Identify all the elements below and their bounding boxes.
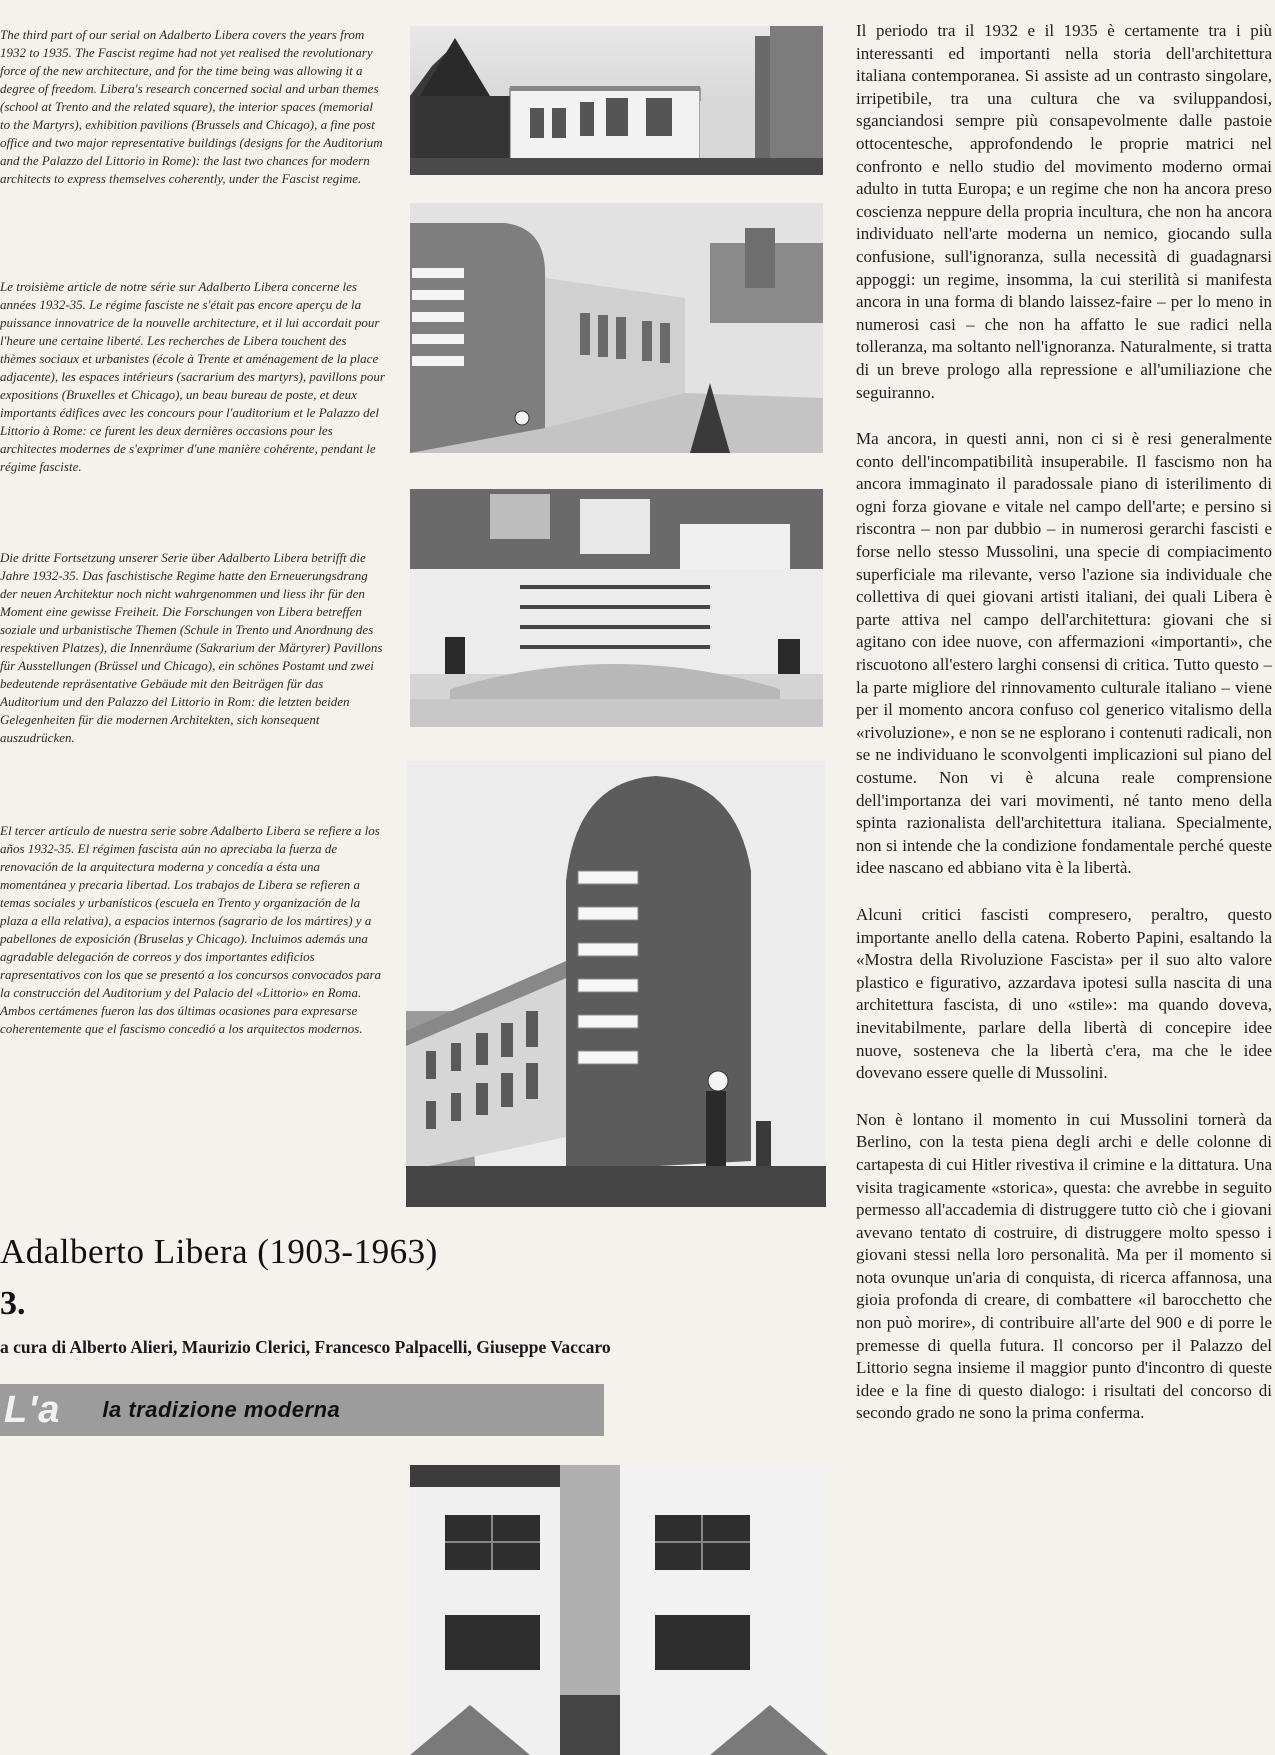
- magazine-logo-mark: L'a: [4, 1388, 61, 1431]
- school-courtyard-photo: [410, 203, 823, 453]
- square-facade-photo: [410, 489, 823, 727]
- summary-english: The third part of our serial on Adalberto Libera covers the years from 1932 to 1935. The Fascist regime had not yet realised the revolutionary force of the new architecture, and for the time being was allowing it a degree of freedom. Libera's research concerned social and urban themes (school at Trento and the related square), the interior spaces (memorial to the Martyrs), exhibition pavilions (Brussels and Chicago), a fine post office and two major representative buildings (designs for the Auditorium and the Palazzo del Littorio in Rome): the last two chances for modern architects to express themselves coherently, under the Fascist regime.: [0, 27, 383, 186]
- school-tower-photo: [406, 761, 826, 1207]
- article-title: Adalberto Libera (1903-1963): [0, 1232, 438, 1271]
- article-body: [856, 20, 1272, 1449]
- part-number: 3.: [0, 1285, 26, 1322]
- section-title: la tradizione moderna: [102, 1397, 341, 1422]
- school-building-photo: [410, 26, 823, 175]
- summary-german: Die dritte Fortsetzung unserer Serie über Adalberto Libera betrifft die Jahre 1932-35. Das faschistische Regime hatte den Erneuerungsdrang der neuen Architektur noch nicht wahrgenommen und liess ihr für den Moment eine gewisse Freiheit. Die Forschungen von Libera betreffen soziale und urbanistische Themen (Schule in Trento und Anordnung des respektiven Platzes), die Innenräume (Sakrarium der Märtyrer) Pavillons für Ausstellungen (Brüssel und Chicago), ein schönes Postamt und zwei bedeutende repräsentative Gebäude mit den Beiträgen für das Auditorium und den Palazzo del Littorio in Rom: die letzten beiden Gelegenheiten für die modernen Architekten, sich konsequent auszudrücken.: [0, 550, 383, 745]
- summary-french: Le troisième article de notre série sur Adalberto Libera concerne les années 1932-35. Le régime fasciste ne s'était pas encore aperçu de la puissance innovatrice de la nouvelle architecture, et il lui accordait pour l'heure une certaine liberté. Les recherches de Libera touchent des thèmes sociaux et urbanistes (école à Trente et aménagement de la place adjacente), les espaces intérieurs (sacrarium des martyrs), pavillons pour expositions (Bruxelles et Chicago), un beau bureau de poste, et deux importants édifices avec les concours pour l'auditorium et le Palazzo del Littorio à Rome: ce furent les deux dernières occasions pour les architectes modernes de s'exprimer d'une manière cohérente, pendant le régime fasciste.: [0, 279, 385, 474]
- body-paragraph: Ma ancora, in questi anni, non ci si è resi generalmente conto dell'incompatibilità insuperabile. Il fascismo non ha ancora immaginato il paradossale piano di isterilimento di ogni forza giovane e vitale nel campo dell'arte; e persino si riscontra – non par dubbio – in numerosi gerarchi fascisti e forse nello stesso Mussolini, una specie di compiacimento superficiale ma rilevante, verso l'azione sia individuale che collettiva di quei giovani artisti italiani, dei quali Libera è parte attiva nel campo dell'architettura: giovani che si agitano con idee nuove, con affermazioni «importanti», che riscuotono all'estero larghi consensi di critica. Tutto questo – la parte migliore del rinnovamento culturale italiano – viene per il momento ancora confuso col generico vitalismo della «rivoluzione», e non se ne esplorano i contenuti radicali, non se ne individuano le sconvolgenti implicazioni sul piano del costume. Non vi è alcuna reale comprensione dell'importanza dei vari movimenti, né tanto meno della spinta razionalista dell'architettura italiana. Specialmente, non si intende che la condizione fondamentale perché queste idee nascano ed abbiano vita è la libertà.: [856, 429, 1272, 878]
- article-credits: a cura di Alberto Alieri, Maurizio Clerici, Francesco Palpacelli, Giuseppe Vaccaro: [0, 1337, 611, 1357]
- body-paragraph: Il periodo tra il 1932 e il 1935 è certamente tra i più interessanti ed importanti nella storia dell'architettura italiana contemporanea. Si assiste ad un contrasto singolare, irripetibile, tra una cultura che va sviluppandosi, sganciandosi sempre più consapevolmente dalle pastoie ottocentesche, approfondendo le proprie matrici nel confronto e nello studio del movimento moderno ormai adulto in tutta Europa; e un regime che non ha ancora preso coscienza neppure della propria incultura, che non ha ancora individuato nell'arte moderna un nemico, giocando sulla confusione, sull'ignoranza, sulla necessità di guadagnarsi appoggi: un regime, insomma, la cui sterilità si manifesta ancora in una forma di blando laissez-faire – per lo meno in numerosi casi – che non ha affatto le sue radici nella tolleranza, ma soltanto nell'ignoranza. Naturalmente, si tratta di un breve prologo alla repressione e all'umiliazione che seguiranno.: [856, 21, 1272, 402]
- body-paragraph: Alcuni critici fascisti compresero, peraltro, questo importante anello della catena. Roberto Papini, esaltando la «Mostra della Rivoluzione Fascista» per il suo alto valore plastico e figurativo, azzardava ipotesi sulla nascita di una architettura fascista, di uno «stile»: ma quando doveva, inevitabilmente, parlare della libertà di concepire idee nuove, sosteneva che la libertà c'era, ma che le idee dovevano essere quelle di Mussolini.: [856, 904, 1272, 1083]
- facade-detail-photo: [410, 1465, 828, 1755]
- section-banner: [0, 1384, 604, 1436]
- body-paragraph: Non è lontano il momento in cui Mussolini tornerà da Berlino, con la testa piena degli archi e delle colonne di cartapesta di cui Hitler rivestiva il crimine e la dittatura. Una visita tragicamente «storica», questa: che avrebbe in seguito permesso all'accademia di distruggere tutto ciò che i giovani avevano tentato di costruire, di distruggere molto spesso i giovani stessi nella loro personalità. Ma per il momento si nota ovunque un'aria di conquista, di ricerca affannosa, una gioia profonda di creare, di combattere «il barocchetto che non può morire», di contribuire all'arte del 900 e di porre le premesse di quella futura. Il concorso per il Palazzo del Littorio segna insieme il maggior punto d'incontro di queste idee e la fine di questo dialogo: i risultati del concorso di secondo grado ne sono la prima conferma.: [856, 1109, 1272, 1423]
- summary-spanish: El tercer artículo de nuestra serie sobre Adalberto Libera se refiere a los años 1932-35. El régimen fascista aún no apreciaba la fuerza de renovación de la arquitectura moderna y concedía a ésta una momentánea y precaria libertad. Los trabajos de Libera se refieren a temas sociales y urbanísticos (escuela en Trento y organización de la plaza a ella relativa), a espacios internos (sagrario de los mártires) y a pabellones de exposición (Bruselas y Chicago). Incluimos además una agradable delegación de correos y dos importantes edificios rapresentativos con los que se presentó a los concursos convocados para la construcción del Auditorium y del Palacio del «Littorio» en Roma. Ambos certámenes fueron las dos últimas ocasiones para expresarse coherentemente que el fascismo concedió a los arquitectos modernos.: [0, 823, 382, 1036]
